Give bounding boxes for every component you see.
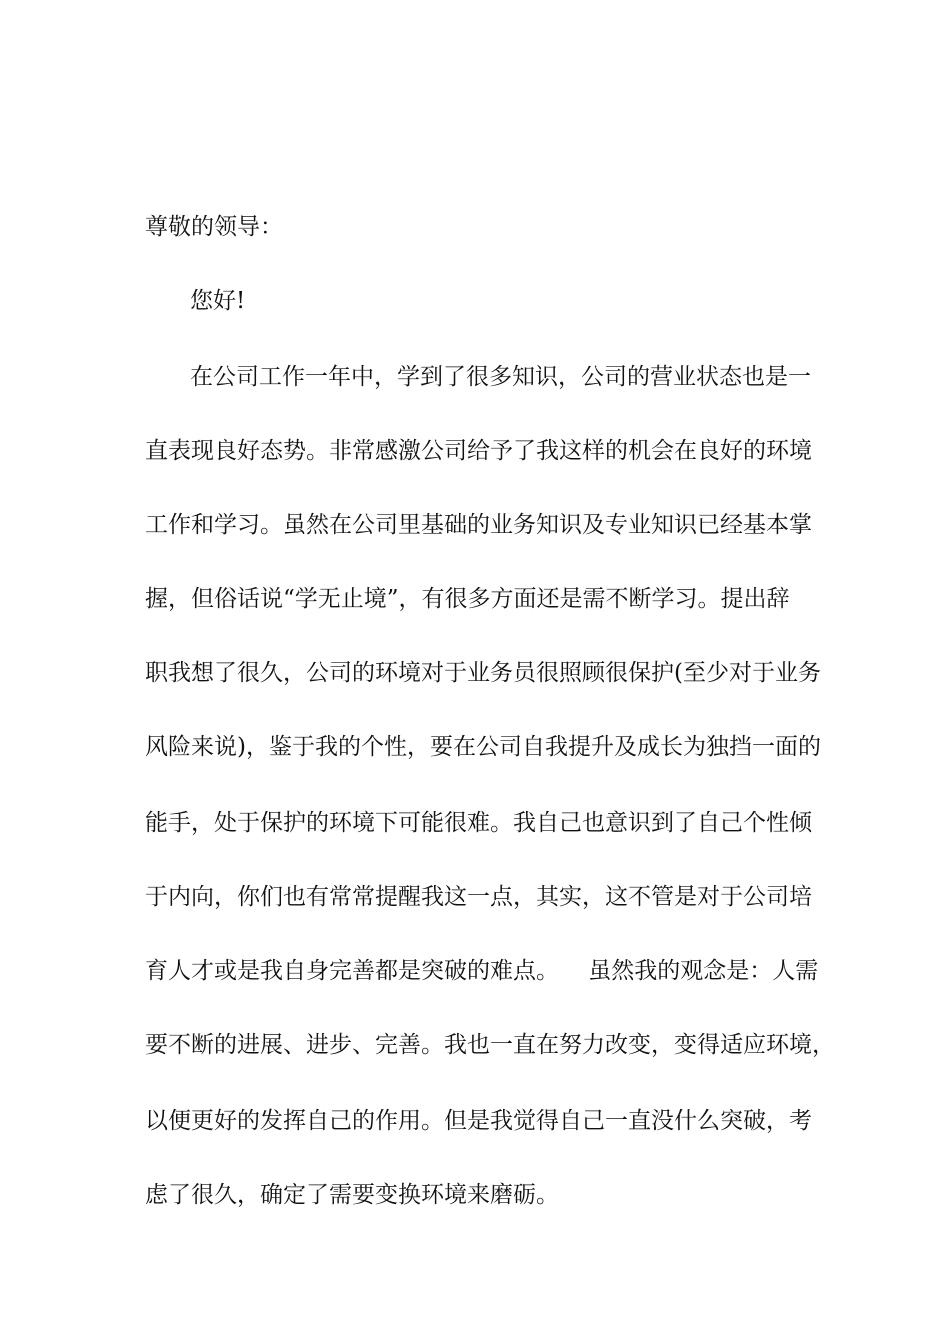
body-line: 能手，处于保护的环境下可能很难。我自己也意识到了自己个性倾 xyxy=(145,810,812,836)
body-line: 工作和学习。虽然在公司里基础的业务知识及专业知识已经基本掌 xyxy=(145,512,812,538)
body-line: 虑了很久，确定了需要变换环境来磨砺。 xyxy=(145,1182,559,1208)
body-line: 要不断的进展、进步、完善。我也一直在努力改变，变得适应环境， xyxy=(145,1032,835,1058)
greeting: 您好! xyxy=(190,288,246,314)
salutation: 尊敬的领导： xyxy=(145,214,283,240)
body-line: 握，但俗话说“学无止境”，有很多方面还是需不断学习。提出辞 xyxy=(145,586,790,612)
body-line: 直表现良好态势。非常感激公司给予了我这样的机会在良好的环境 xyxy=(145,438,812,464)
body-line: 于内向，你们也有常常提醒我这一点，其实，这不管是对于公司培 xyxy=(145,884,812,910)
body-line: 职我想了很久，公司的环境对于业务员很照顾很保护(至少对于业务 xyxy=(145,660,821,686)
body-line: 育人才或是我自身完善都是突破的难点。 虽然我的观念是：人需 xyxy=(145,958,819,984)
body-line: 风险来说)，鉴于我的个性，要在公司自我提升及成长为独挡一面的 xyxy=(145,734,821,760)
body-line: 以便更好的发挥自己的作用。但是我觉得自己一直没什么突破，考 xyxy=(145,1108,812,1134)
body-line: 在公司工作一年中，学到了很多知识，公司的营业状态也是一 xyxy=(190,364,811,390)
